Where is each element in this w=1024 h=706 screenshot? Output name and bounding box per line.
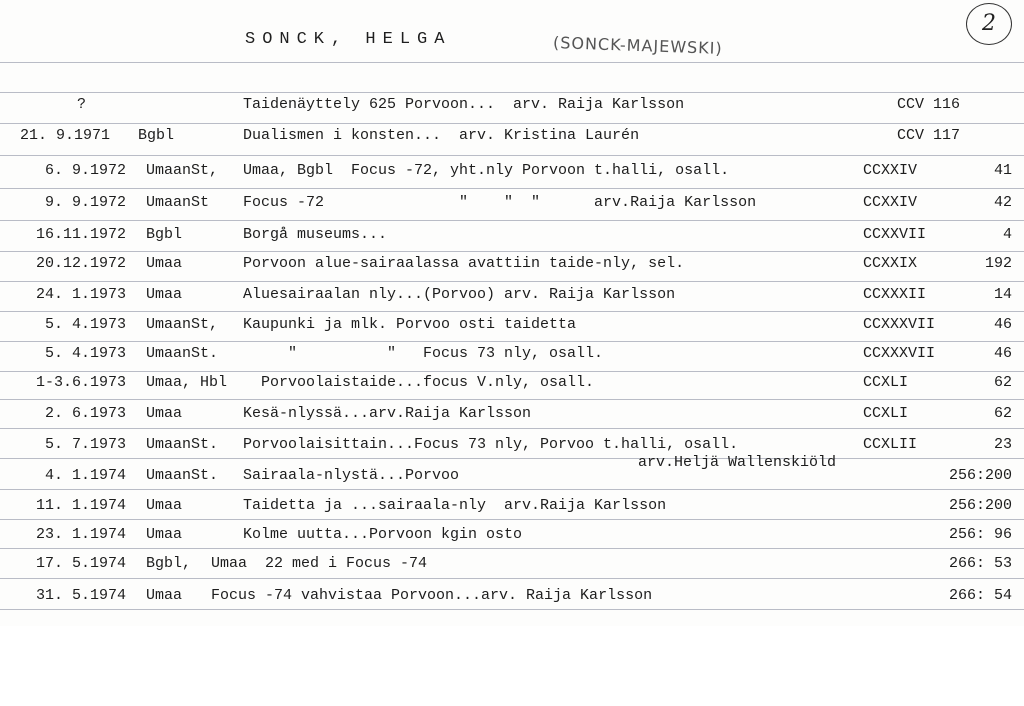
entry-page: 46 — [993, 345, 1012, 362]
entry-date: 4. 1.1974 — [44, 467, 126, 484]
entry-page: 192 — [984, 255, 1012, 272]
entry-date: 20.12.1972 — [35, 255, 126, 272]
rule-line — [0, 220, 1024, 221]
entry-row — [0, 587, 1024, 611]
entry-source: Umaa — [146, 526, 183, 543]
entry-ref: CCXLII — [863, 436, 918, 453]
entry-row — [0, 526, 1024, 550]
entry-text: Aluesairaalan nly...(Porvoo) arv. Raija Karlsson — [243, 286, 676, 303]
rule-line — [0, 155, 1024, 156]
entry-row — [0, 497, 1024, 521]
rule-line — [0, 399, 1024, 400]
entry-text: Dualismen i konsten... arv. Kristina Laurén — [243, 127, 640, 144]
entry-ref: CCV 116 — [897, 96, 961, 113]
entry-text: Kolme uutta...Porvoon kgin osto — [243, 526, 523, 543]
entry-date: 5. 4.1973 — [44, 316, 126, 333]
entry-row — [0, 286, 1024, 310]
entry-ref: CCXXXII — [863, 286, 927, 303]
entry-page: 23 — [993, 436, 1012, 453]
entry-text: Porvoolaisittain...Focus 73 nly, Porvoo t.halli, osall. — [243, 436, 739, 453]
entry-text: Umaa, Bgbl Focus -72, yht.nly Porvoon t.halli, osall. — [243, 162, 730, 179]
entry-text: Taidenäyttely 625 Porvoon... arv. Raija Karlsson — [243, 96, 685, 113]
entry-ref: CCXXXVII — [863, 316, 936, 333]
entry-date: ? — [76, 96, 86, 113]
entry-text: Focus -72 " " " arv.Raija Karlsson — [243, 194, 757, 211]
entry-date: 6. 9.1972 — [44, 162, 126, 179]
card-number-circled: 2 — [966, 3, 1012, 45]
entry-row — [0, 162, 1024, 186]
rule-line — [0, 281, 1024, 282]
entry-page: 62 — [993, 405, 1012, 422]
rule-line — [0, 188, 1024, 189]
rule-line — [0, 251, 1024, 252]
entry-date: 2. 6.1973 — [44, 405, 126, 422]
entry-row — [0, 555, 1024, 579]
entry-page: 41 — [993, 162, 1012, 179]
entry-page: 14 — [993, 286, 1012, 303]
entry-source: UmaanSt — [146, 194, 210, 211]
entry-source: Bgbl — [138, 127, 175, 144]
entry-ref: CCXXIV — [863, 194, 918, 211]
entry-row — [0, 96, 1024, 120]
entry-source: Bgbl — [146, 226, 183, 243]
entry-ref: CCXLI — [863, 374, 909, 391]
entry-ref: CCXLI — [863, 405, 909, 422]
entry-text: Borgå museums... — [243, 226, 388, 243]
entry-date: 16.11.1972 — [35, 226, 126, 243]
entry-ref: CCXXXVII — [863, 345, 936, 362]
entry-page: 46 — [993, 316, 1012, 333]
entry-source: Umaa — [146, 405, 183, 422]
entry-ref: CCV 117 — [897, 127, 961, 144]
entry-page: 42 — [993, 194, 1012, 211]
entry-row — [0, 405, 1024, 429]
entry-source: UmaanSt, — [146, 162, 219, 179]
entry-page: 256: 96 — [948, 526, 1012, 543]
rule-line — [0, 123, 1024, 124]
entry-text: " " Focus 73 nly, osall. — [243, 345, 604, 362]
entry-ref: CCXXIV — [863, 162, 918, 179]
entry-row — [0, 194, 1024, 218]
entry-date: 17. 5.1974 — [35, 555, 126, 572]
entry-page: 266: 54 — [948, 587, 1012, 604]
rule-line — [0, 371, 1024, 372]
handwritten-alt-name: (SONCK-MAJEWSKI) — [552, 33, 724, 58]
entry-text: Sairaala-nlystä...Porvoo — [243, 467, 460, 484]
entry-date: 31. 5.1974 — [35, 587, 126, 604]
entry-source: Umaa, Hbl — [146, 374, 228, 391]
entry-row — [0, 226, 1024, 250]
rule-line — [0, 311, 1024, 312]
entry-source: UmaanSt. — [146, 345, 219, 362]
entry-text: Taidetta ja ...sairaala-nly arv.Raija Karlsson — [243, 497, 667, 514]
entry-date: 1-3.6.1973 — [35, 374, 126, 391]
entry-source: Umaa — [146, 497, 183, 514]
entry-date: 11. 1.1974 — [35, 497, 126, 514]
rule-line — [0, 62, 1024, 63]
entry-source: UmaanSt, — [146, 316, 219, 333]
entry-text: Kaupunki ja mlk. Porvoo osti taidetta — [243, 316, 577, 333]
margin-note: arv.Heljä Wallenskiöld — [638, 454, 837, 471]
entry-source: Umaa — [146, 286, 183, 303]
entry-page: 256:200 — [948, 497, 1012, 514]
entry-text: Porvoon alue-sairaalassa avattiin taide-nly, sel. — [243, 255, 685, 272]
card-title-name: SONCK, HELGA — [245, 30, 452, 49]
entry-page: 62 — [993, 374, 1012, 391]
entry-row — [0, 316, 1024, 340]
entry-text: Porvoolaistaide...focus V.nly, osall. — [243, 374, 595, 391]
entry-source: UmaanSt. — [146, 436, 219, 453]
entry-page: 256:200 — [948, 467, 1012, 484]
rule-line — [0, 341, 1024, 342]
entry-row — [0, 374, 1024, 398]
entry-date: 21. 9.1971 — [20, 127, 111, 144]
entry-text: Umaa 22 med i Focus -74 — [211, 555, 428, 572]
entry-source: Bgbl, — [146, 555, 192, 572]
entry-page: 4 — [1002, 226, 1012, 243]
rule-line — [0, 92, 1024, 93]
entry-date: 5. 4.1973 — [44, 345, 126, 362]
entry-ref: CCXXIX — [863, 255, 918, 272]
entry-date: 5. 7.1973 — [44, 436, 126, 453]
entry-row — [0, 127, 1024, 151]
entry-row — [0, 345, 1024, 369]
entry-page: 266: 53 — [948, 555, 1012, 572]
entry-row — [0, 436, 1024, 460]
entry-date: 23. 1.1974 — [35, 526, 126, 543]
entry-date: 9. 9.1972 — [44, 194, 126, 211]
entry-source: Umaa — [146, 587, 183, 604]
entry-text: Kesä-nlyssä...arv.Raija Karlsson — [243, 405, 532, 422]
entry-date: 24. 1.1973 — [35, 286, 126, 303]
entry-source: UmaanSt. — [146, 467, 219, 484]
entry-ref: CCXXVII — [863, 226, 927, 243]
entry-row — [0, 255, 1024, 279]
entry-row — [0, 467, 1024, 491]
entry-text: Focus -74 vahvistaa Porvoon...arv. Raija Karlsson — [211, 587, 653, 604]
entry-source: Umaa — [146, 255, 183, 272]
